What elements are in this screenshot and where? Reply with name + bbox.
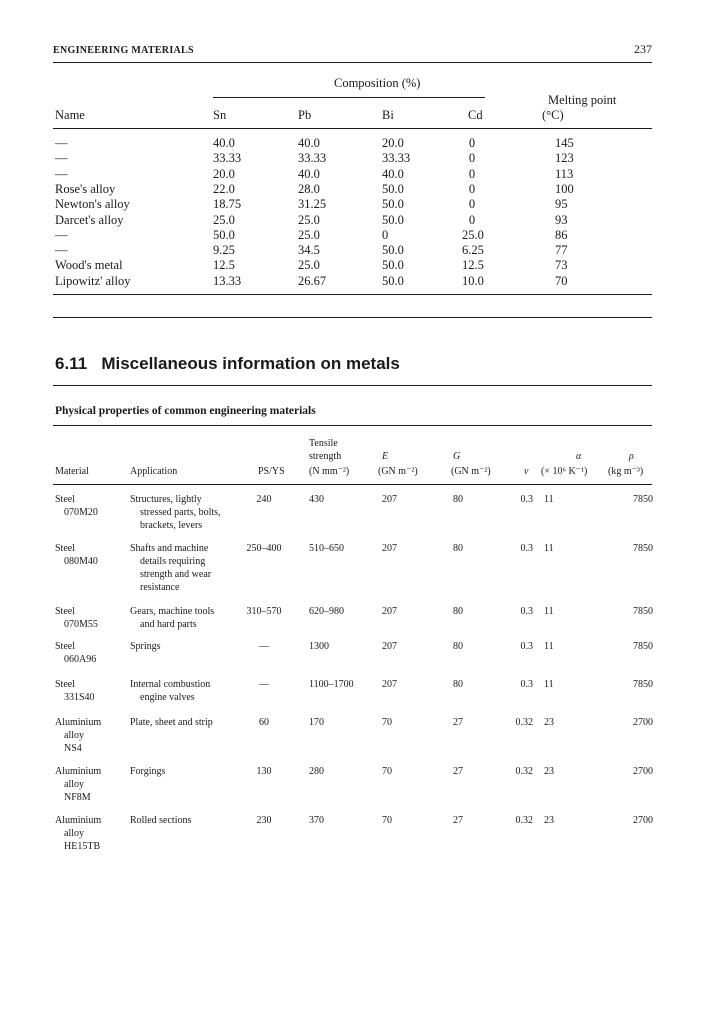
alloy-cell-bi: 50.0 [382,212,404,227]
prop-cell-ts: 170 [309,717,324,728]
alloy-cell-mp: 86 [555,227,568,242]
alloy-cell-sn: 18.75 [213,197,242,212]
prop-cell-app: resistance [140,582,180,593]
alloy-cell-bi: 33.33 [382,151,411,166]
prop-cell-ts: 280 [309,766,324,777]
alloy-cell-cd: 0 [468,136,476,150]
alloy-cell-pb: 40.0 [298,136,320,150]
col-header-melting-point: Melting point [548,93,617,107]
col-header-alpha: α [576,451,582,462]
prop-cell-alpha: 23 [544,717,554,728]
alloy-cell-bi: 50.0 [382,243,404,258]
alloy-cell-pb: 33.33 [298,151,327,166]
alloy-cell-cd: 25.0 [462,227,484,242]
prop-cell-mat: Steel [55,494,75,505]
section-rule [53,385,652,386]
prop-cell-ps: — [259,679,269,690]
prop-cell-app: Rolled sections [130,815,192,826]
prop-cell-ps: 130 [256,766,272,777]
prop-cell-ts: 370 [309,815,324,826]
col-header-material: Material [55,466,89,477]
col-header-application: Application [130,466,178,477]
prop-cell-alpha: 11 [544,606,554,617]
alloy-cell-sn: 9.25 [213,243,235,258]
col-header-psys: PS/YS [258,466,285,477]
prop-cell-mat: Aluminium [55,717,102,728]
alloy-cell-sn: 12.5 [213,258,235,273]
col-header-tensile-unit: (N mm⁻²) [309,466,350,477]
prop-cell-rho: 7850 [633,543,653,554]
alloy-cell-pb: 34.5 [298,243,320,258]
alloy-cell-mp: 70 [555,273,568,288]
alloy-cell-bi: 0 [382,227,389,242]
alloy-cell-bi: 50.0 [382,181,404,196]
separator-rule [53,317,652,318]
col-header-g-unit: (GN m⁻²) [451,466,491,477]
col-header-pb: Pb [298,108,312,122]
prop-cell-mat: 070M20 [64,507,98,518]
prop-cell-g: 27 [453,766,463,777]
alloy-bottom-rule [53,294,652,295]
col-header-tensile-1: Tensile [309,438,338,449]
prop-cell-e: 207 [382,679,397,690]
prop-cell-alpha: 11 [544,543,554,554]
prop-cell-nu: 0.3 [520,543,533,554]
prop-cell-alpha: 11 [544,679,554,690]
alloy-cell-cd: 0 [468,197,476,212]
alloy-cell-cd: 12.5 [462,258,484,273]
prop-cell-mat: Steel [55,543,75,554]
alloy-cell-mp: 100 [555,181,574,196]
prop-cell-app: Plate, sheet and strip [130,717,213,728]
alloy-cell-name: Newton's alloy [55,197,130,212]
prop-cell-mat: 080M40 [64,556,98,567]
prop-cell-nu: 0.3 [520,494,533,505]
properties-header-rule [53,484,652,485]
alloy-cell-sn: 25.0 [213,212,235,227]
prop-cell-mat: alloy [64,779,84,790]
prop-cell-app: stressed parts, bolts, [140,507,221,518]
prop-cell-rho: 7850 [633,494,653,505]
col-header-alpha-unit: (× 10⁶ K⁻¹) [541,466,588,477]
col-header-e: E [382,451,389,462]
prop-cell-alpha: 23 [544,815,554,826]
alloy-cell-sn: 50.0 [213,227,235,242]
prop-cell-app: details requiring [140,556,206,567]
prop-cell-rho: 2700 [633,766,653,777]
prop-cell-nu: 0.3 [520,606,533,617]
alloy-cell-name: — [55,227,68,242]
prop-cell-mat: NF8M [64,792,91,803]
col-header-melting-unit: (°C) [542,108,564,122]
alloy-cell-bi: 50.0 [382,197,404,212]
prop-cell-mat: alloy [64,730,84,741]
prop-cell-mat: Steel [55,641,75,652]
properties-subheading: Physical properties of common engineering materials [55,405,316,417]
section-title: Miscellaneous information on metals [101,354,400,373]
alloy-cell-bi: 20.0 [382,136,404,150]
prop-cell-app: Structures, lightly [130,494,202,505]
alloy-cell-pb: 40.0 [298,166,320,181]
prop-cell-mat: 060A96 [64,654,97,665]
alloy-cell-mp: 77 [555,243,568,258]
alloy-cell-name: — [55,136,68,150]
col-header-name: Name [55,108,85,122]
prop-cell-g: 80 [453,494,463,505]
alloy-cell-sn: 13.33 [213,273,242,288]
alloy-cell-mp: 123 [555,151,574,166]
prop-cell-e: 207 [382,606,397,617]
alloy-cell-sn: 20.0 [213,166,235,181]
prop-cell-app: Shafts and machine [130,543,209,554]
col-header-rho: ρ [629,451,634,462]
alloy-cell-cd: 10.0 [462,273,484,288]
prop-cell-mat: HE15TB [64,841,101,852]
properties-top-rule [53,425,652,426]
prop-cell-app: Forgings [130,766,166,777]
prop-cell-g: 80 [453,606,463,617]
alloy-cell-sn: 40.0 [213,136,235,150]
prop-cell-nu: 0.3 [520,679,533,690]
prop-cell-nu: 0.32 [515,766,533,777]
prop-cell-ps: 240 [256,494,272,505]
prop-cell-g: 80 [453,543,463,554]
alloy-cell-name: Darcet's alloy [55,212,124,227]
prop-cell-app: Gears, machine tools [130,606,215,617]
alloy-cell-pb: 28.0 [298,181,320,196]
alloy-cell-pb: 25.0 [298,227,320,242]
prop-cell-rho: 2700 [633,717,653,728]
alloy-cell-name: — [55,166,68,181]
alloy-cell-pb: 31.25 [298,197,327,212]
prop-cell-ts: 1300 [309,641,329,652]
col-header-cd: Cd [468,108,483,122]
alloy-cell-bi: 50.0 [382,258,404,273]
prop-cell-app: strength and wear [140,569,212,580]
prop-cell-mat: NS4 [64,743,82,754]
alloy-cell-name: Rose's alloy [55,181,116,196]
alloy-cell-cd: 0 [468,212,476,227]
prop-cell-app: brackets, levers [140,520,203,531]
col-header-nu: ν [524,466,529,477]
prop-cell-e: 70 [382,815,392,826]
alloy-cell-mp: 73 [555,258,568,273]
prop-cell-g: 80 [453,641,463,652]
composition-span-rule [213,97,485,98]
prop-cell-mat: Aluminium [55,815,102,826]
prop-cell-alpha: 11 [544,494,554,505]
alloy-header-rule [53,128,652,129]
prop-cell-rho: 7850 [633,606,653,617]
running-title: ENGINEERING MATERIALS [53,45,194,56]
prop-cell-app: Internal combustion [130,679,211,690]
composition-group-heading: Composition (%) [334,76,421,90]
col-header-sn: Sn [213,108,227,122]
header-rule [53,62,652,63]
prop-cell-alpha: 23 [544,766,554,777]
section-heading [55,354,400,374]
prop-cell-ps: — [259,641,269,652]
alloy-cell-pb: 25.0 [298,258,320,273]
prop-cell-ps: 60 [259,717,269,728]
alloy-cell-pb: 25.0 [298,212,320,227]
alloy-cell-mp: 113 [555,166,574,181]
prop-cell-e: 207 [382,494,397,505]
alloy-cell-bi: 40.0 [382,166,404,181]
prop-cell-e: 207 [382,543,397,554]
prop-cell-ps: 250–400 [246,543,282,554]
prop-cell-nu: 0.3 [520,641,533,652]
alloy-cell-mp: 145 [555,136,574,150]
prop-cell-app: and hard parts [140,619,197,630]
page-number: 237 [634,42,652,56]
prop-cell-app: Springs [130,641,161,652]
prop-cell-mat: Steel [55,606,75,617]
col-header-e-unit: (GN m⁻²) [378,466,418,477]
prop-cell-g: 27 [453,815,463,826]
prop-cell-app: engine valves [140,692,195,703]
prop-cell-mat: alloy [64,828,84,839]
prop-cell-mat: Aluminium [55,766,102,777]
prop-cell-ps: 230 [256,815,272,826]
prop-cell-nu: 0.32 [515,717,533,728]
alloy-cell-name: — [55,243,68,258]
prop-cell-rho: 2700 [633,815,653,826]
section-number: 6.11 [55,354,88,373]
alloy-cell-bi: 50.0 [382,273,404,288]
prop-cell-e: 70 [382,717,392,728]
prop-cell-nu: 0.32 [515,815,533,826]
prop-cell-g: 27 [453,717,463,728]
prop-cell-ts: 510–650 [309,543,344,554]
prop-cell-ts: 620–980 [309,606,344,617]
prop-cell-mat: 070M55 [64,619,98,630]
prop-cell-rho: 7850 [633,641,653,652]
prop-cell-ts: 430 [309,494,324,505]
alloy-cell-cd: 0 [468,166,476,181]
alloy-cell-name: Wood's metal [55,258,123,273]
prop-cell-g: 80 [453,679,463,690]
alloy-cell-pb: 26.67 [298,273,327,288]
alloy-cell-name: Lipowitz' alloy [55,273,131,288]
prop-cell-ps: 310–570 [246,606,282,617]
alloy-cell-sn: 33.33 [213,151,242,166]
prop-cell-mat: 331S40 [64,692,95,703]
prop-cell-e: 207 [382,641,397,652]
prop-cell-rho: 7850 [633,679,653,690]
alloy-cell-mp: 93 [555,212,568,227]
alloy-cell-cd: 0 [468,151,476,166]
col-header-bi: Bi [382,108,394,122]
col-header-rho-unit: (kg m⁻³) [608,466,644,477]
alloy-cell-sn: 22.0 [213,181,235,196]
col-header-tensile-2: strength [309,451,342,462]
prop-cell-ts: 1100–1700 [309,679,354,690]
alloy-cell-mp: 95 [555,197,568,212]
prop-cell-mat: Steel [55,679,75,690]
alloy-cell-cd: 0 [468,181,476,196]
alloy-cell-name: — [55,151,68,166]
prop-cell-e: 70 [382,766,392,777]
col-header-g: G [453,451,461,462]
prop-cell-alpha: 11 [544,641,554,652]
alloy-cell-cd: 6.25 [462,243,484,258]
